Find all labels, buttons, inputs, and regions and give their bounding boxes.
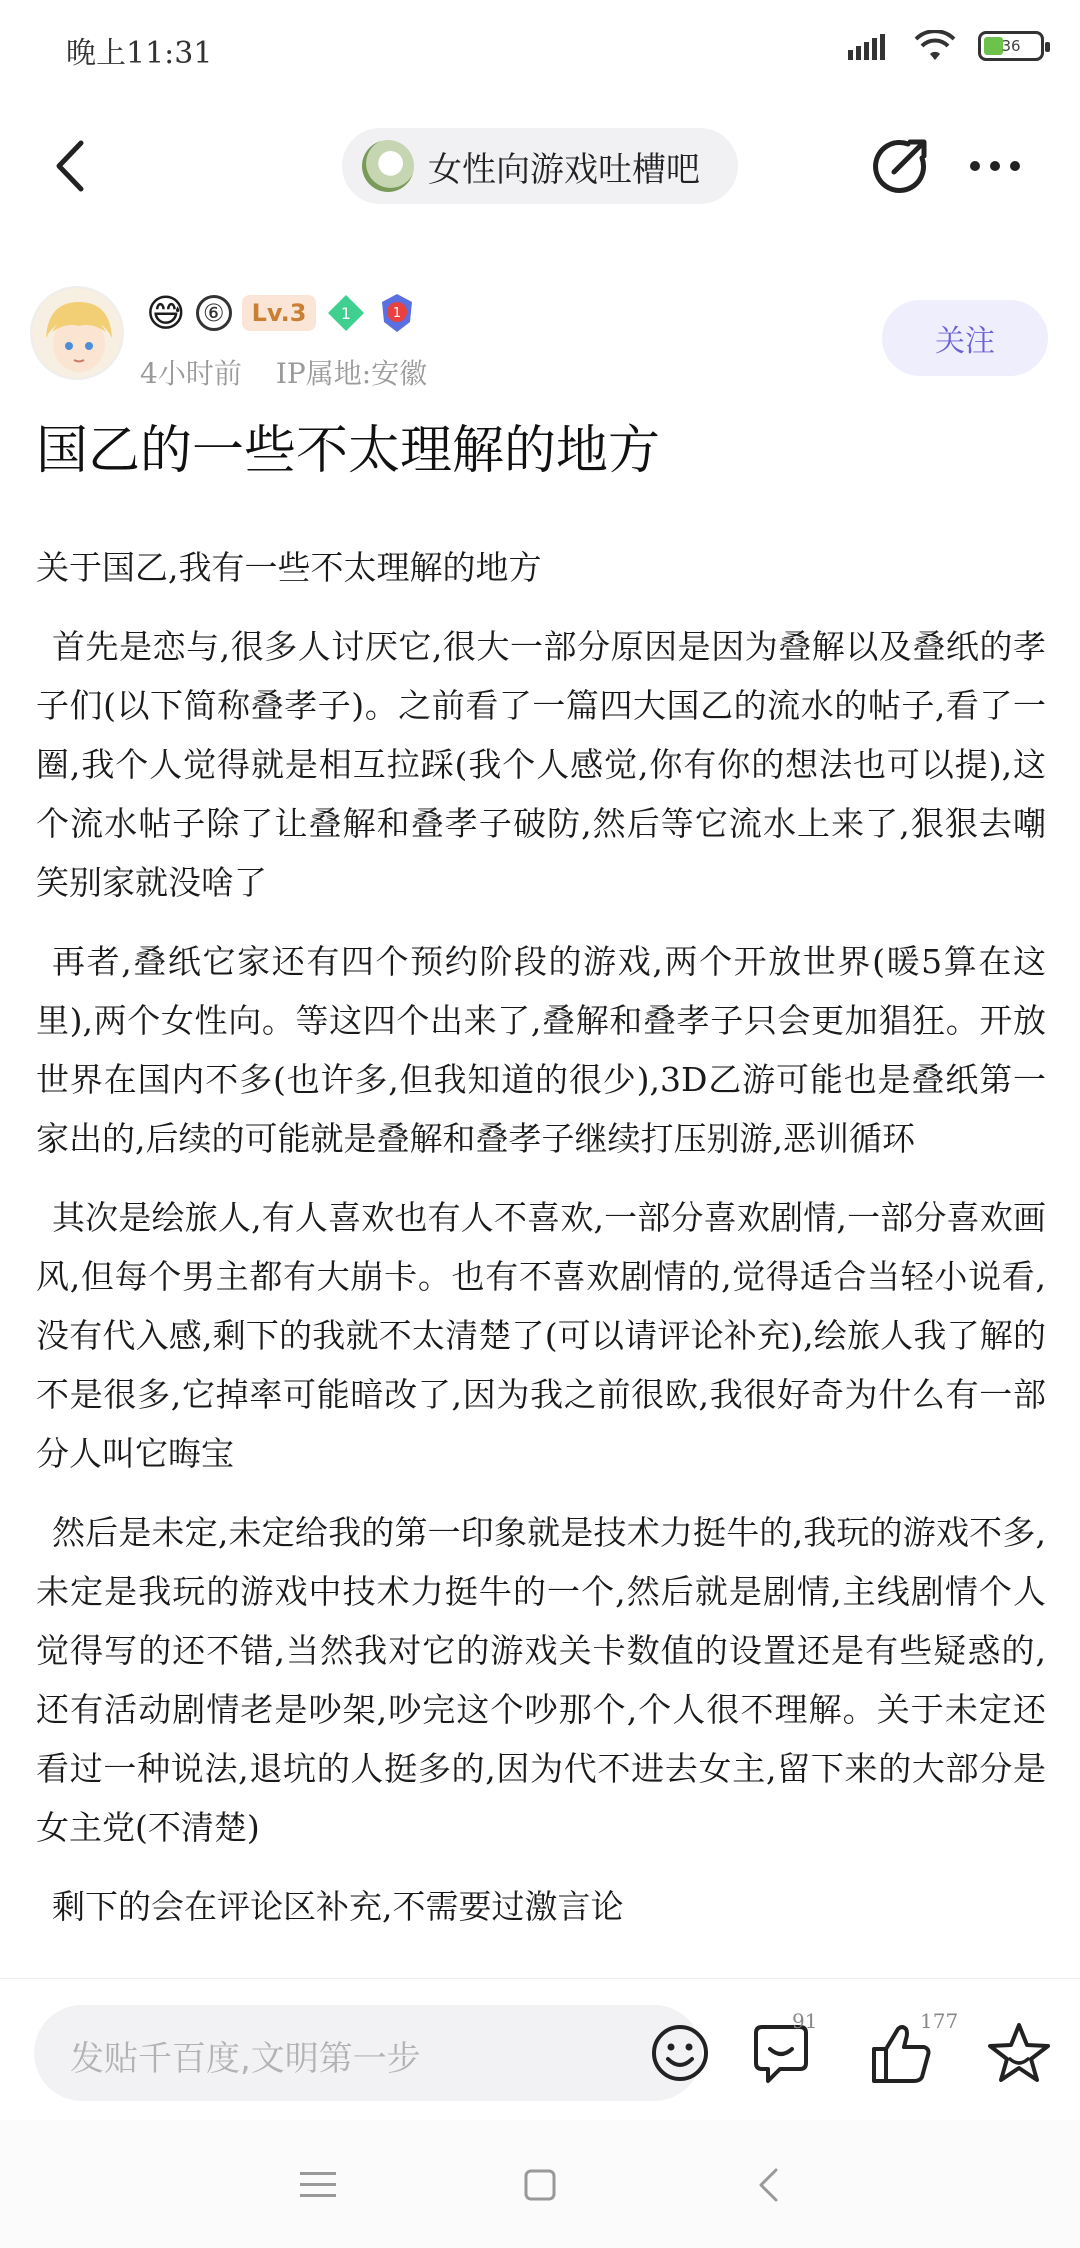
grin-emoji-icon: 😅 <box>146 291 186 335</box>
signal-icon <box>848 32 892 60</box>
post-paragraph: 然后是未定,未定给我的第一印象就是技术力挺牛的,我玩的游戏不多,未定是我玩的游戏中技术力挺牛的一个,然后就是剧情,主线剧情个人觉得写的还不错,当然我对它的游戏关卡数值的设置还是有些疑惑的,还有活动剧情老是吵架,吵完这个吵那个,个人很不理解。关于未定还看过一种说法,退坑的人挺多的,因为代不进去女主,留下来的大部分是女主党(不清楚) <box>36 1513 1046 1847</box>
share-icon <box>868 134 932 198</box>
menu-icon <box>300 2170 336 2200</box>
status-icons <box>848 30 1044 62</box>
number-badge: ⑥ <box>196 295 232 331</box>
wifi-icon <box>914 30 956 62</box>
bottom-action-bar <box>0 1978 1080 2118</box>
battery-icon <box>978 31 1044 61</box>
medal-icon <box>376 292 418 334</box>
author-badges <box>146 292 418 334</box>
comment-count: 91 <box>792 2009 818 2033</box>
battery-level: 36 <box>1001 37 1021 55</box>
forum-pill[interactable] <box>342 128 738 204</box>
chevron-left-icon <box>756 2167 780 2203</box>
system-back-button[interactable] <box>738 2160 798 2210</box>
star-icon[interactable] <box>984 2019 1054 2089</box>
avatar-illustration <box>32 288 124 380</box>
more-dot <box>990 161 1000 171</box>
post-title: 国乙的一些不太理解的地方 <box>36 421 661 481</box>
post-paragraph: 关于国乙,我有一些不太理解的地方 <box>36 548 542 587</box>
share-button[interactable] <box>868 134 932 198</box>
chevron-left-icon <box>53 139 87 193</box>
post-time: 4小时前 <box>140 357 242 390</box>
svg-text:1: 1 <box>341 304 352 323</box>
reply-placeholder: 发贴千百度,文明第一步 <box>70 2039 421 2079</box>
post-paragraph: 其次是绘旅人,有人喜欢也有人不喜欢,一部分喜欢剧情,一部分喜欢画风,但每个男主都有大崩卡。也有不喜欢剧情的,觉得适合当轻小说看,没有代入感,剩下的我就不太清楚了(可以请评论补充),绘旅人我了解的不是很多,它掉率可能暗改了,因为我之前很欧,我很好奇为什么有一部分人叫它晦宝 <box>36 1198 1046 1473</box>
status-bar <box>0 0 1080 96</box>
home-button[interactable] <box>510 2160 570 2210</box>
back-button[interactable] <box>40 136 100 196</box>
post-paragraph: 剩下的会在评论区补充,不需要过激言论 <box>52 1887 624 1926</box>
author-row <box>0 286 1080 396</box>
more-dot <box>970 161 980 171</box>
level-badge: Lv.3 <box>242 295 317 331</box>
emoji-icon[interactable] <box>650 2023 710 2083</box>
svg-text:1: 1 <box>393 306 402 321</box>
post-paragraph: 再者,叠纸它家还有四个预约阶段的游戏,两个开放世界(暖5算在这里),两个女性向。等这四个出来了,叠解和叠孝子只会更加猖狂。开放世界在国内不多(也许多,但我知道的很少),3D乙游可能也是叠纸第一家出的,后续的可能就是叠解和叠孝子继续打压别游,恶训循环 <box>36 942 1046 1158</box>
forum-avatar <box>362 140 414 192</box>
post-meta <box>140 352 427 392</box>
ip-location: IP属地:安徽 <box>275 357 428 390</box>
square-icon <box>523 2168 557 2202</box>
system-nav-bar <box>0 2120 1080 2248</box>
reply-input[interactable] <box>34 2005 702 2101</box>
post-content <box>36 538 1046 1958</box>
follow-button[interactable]: 关注 <box>882 300 1048 376</box>
recents-button[interactable] <box>288 2160 348 2210</box>
more-button[interactable] <box>960 134 1030 198</box>
more-dot <box>1010 161 1020 171</box>
gem-icon <box>326 293 366 333</box>
top-nav-bar <box>0 110 1080 220</box>
author-avatar[interactable] <box>30 286 124 380</box>
forum-name: 女性向游戏吐槽吧 <box>428 149 700 190</box>
post-paragraph: 首先是恋与,很多人讨厌它,很大一部分原因是因为叠解以及叠纸的孝子们(以下简称叠孝子)。之前看了一篇四大国乙的流水的帖子,看了一圈,我个人觉得就是相互拉踩(我个人感觉,你有你的想法也可以提),这个流水帖子除了让叠解和叠孝子破防,然后等它流水上来了,狠狠去嘲笑别家就没啥了 <box>36 627 1046 902</box>
status-time: 晚上11:31 <box>66 36 213 71</box>
like-count: 177 <box>920 2009 959 2033</box>
